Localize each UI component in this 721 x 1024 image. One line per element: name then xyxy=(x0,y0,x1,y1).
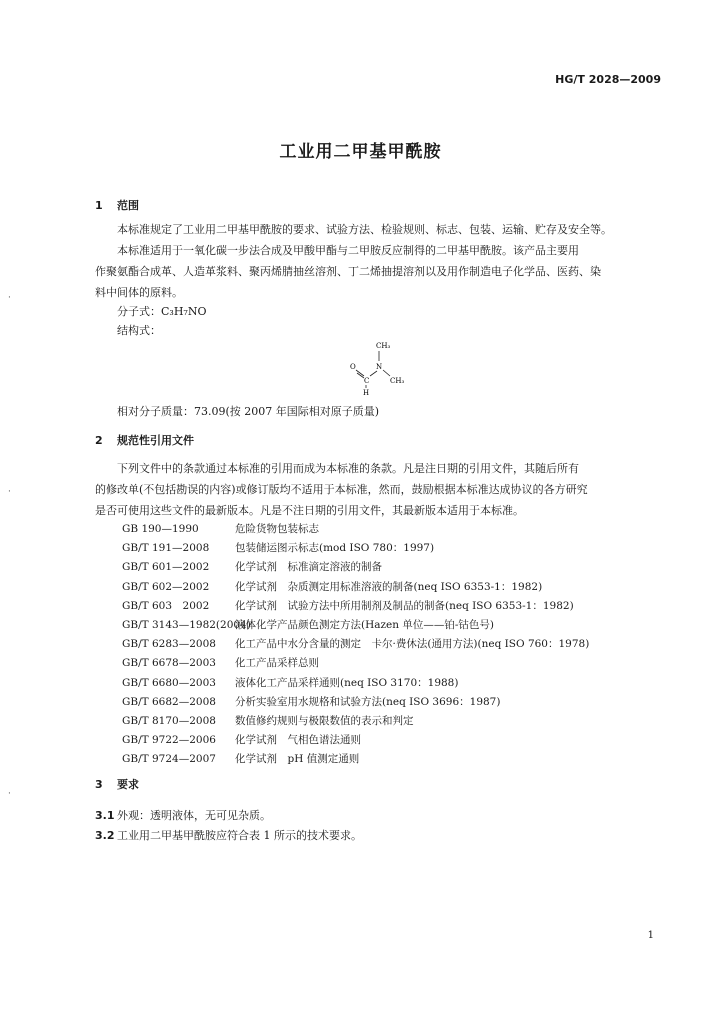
section-title: 范围 xyxy=(117,199,139,212)
reference-title: 包装储运图示标志(mod ISO 780：1997) xyxy=(235,542,435,555)
reference-code: GB/T 6283—2008 xyxy=(122,638,216,651)
scan-margin-mark: · xyxy=(8,487,11,497)
scope-paragraph-2-line: 料中间体的原料。 xyxy=(95,286,183,299)
reference-code: GB/T 9724—2007 xyxy=(122,753,216,766)
structural-formula xyxy=(340,338,420,398)
structure-carbon: C xyxy=(364,377,370,385)
page-number: 1 xyxy=(647,930,654,941)
molecular-formula: 分子式：C₃H₇NO xyxy=(117,305,207,318)
reference-code: GB 190—1990 xyxy=(122,523,199,535)
clause-number: 3.1 xyxy=(95,809,115,822)
references-intro-line: 的修改单(不包括勘误的内容)或修订版均不适用于本标准，然而，鼓励根据本标准达成协议的各方研究 xyxy=(95,483,588,496)
section-2-heading xyxy=(95,432,194,448)
reference-title: 数值修约规则与极限数值的表示和判定 xyxy=(235,715,414,727)
section-3-heading xyxy=(95,776,139,792)
reference-item xyxy=(122,655,319,670)
reference-item xyxy=(122,521,319,536)
standard-code: HG/T 2028—2009 xyxy=(555,73,661,86)
clause-text: 工业用二甲基甲酰胺应符合表 1 所示的技术要求。 xyxy=(117,829,362,842)
reference-item xyxy=(122,694,500,709)
molecular-mass: 相对分子质量：73.09(按 2007 年国际相对原子质量) xyxy=(117,405,380,418)
reference-title: 化学试剂 标准滴定溶液的制备 xyxy=(235,561,382,574)
reference-item xyxy=(122,636,589,651)
reference-title: 液体化工产品采样通则(neq ISO 3170：1988) xyxy=(235,676,459,689)
reference-code: GB/T 3143—1982(2004) xyxy=(122,619,251,631)
reference-code: GB/T 8170—2008 xyxy=(122,715,216,727)
structure-top-group: CH₃ xyxy=(376,342,391,350)
reference-title: 分析实验室用水规格和试验方法(neq ISO 3696：1987) xyxy=(235,695,501,708)
requirement-3-2 xyxy=(95,826,362,845)
reference-code: GB/T 6678—2003 xyxy=(122,657,216,670)
scope-paragraph-2-line: 本标准适用于一氧化碳一步法合成及甲酸甲酯与二甲胺反应制得的二甲基甲酰胺。该产品主要用 xyxy=(117,244,579,257)
reference-item xyxy=(122,617,494,632)
section-number: 2 xyxy=(95,434,103,447)
reference-code: GB/T 603 2002 xyxy=(122,599,210,612)
scan-margin-mark: · xyxy=(8,293,11,303)
reference-item xyxy=(122,559,382,574)
section-number: 1 xyxy=(95,199,103,212)
reference-title: 化学试剂 杂质测定用标准溶液的制备(neq ISO 6353-1：1982) xyxy=(235,580,543,593)
reference-code: GB/T 6680—2003 xyxy=(122,676,216,689)
section-number: 3 xyxy=(95,778,103,791)
reference-title: 化学试剂 气相色谱法通则 xyxy=(235,734,361,747)
requirement-3-1 xyxy=(95,806,271,825)
reference-title: 化工产品中水分含量的测定 卡尔·费休法(通用方法)(neq ISO 760：1978) xyxy=(235,638,590,651)
scan-margin-mark: · xyxy=(8,789,11,799)
reference-code: GB/T 9722—2006 xyxy=(122,734,216,747)
structure-hydrogen: H xyxy=(363,389,370,397)
reference-code: GB/T 6682—2008 xyxy=(122,695,216,708)
section-title: 规范性引用文件 xyxy=(117,434,194,447)
references-intro-line: 下列文件中的条款通过本标准的引用而成为本标准的条款。凡是注日期的引用文件，其随后所有 xyxy=(117,462,579,475)
structure-right-group: CH₃ xyxy=(390,377,405,385)
reference-item xyxy=(122,540,434,555)
reference-title: 化学试剂 pH 值测定通则 xyxy=(235,753,360,766)
reference-title: 液体化学产品颜色测定方法(Hazen 单位——铂-钴色号) xyxy=(235,619,495,631)
scope-paragraph-2-line: 作聚氨酯合成革、人造革浆料、聚丙烯腈抽丝溶剂、丁二烯抽提溶剂以及用作制造电子化学品、医药、染 xyxy=(95,265,601,278)
scope-paragraph-1: 本标准规定了工业用二甲基甲酰胺的要求、试验方法、检验规则、标志、包装、运输、贮存及安全等。 xyxy=(117,223,612,236)
reference-item xyxy=(122,713,414,728)
reference-title: 危险货物包装标志 xyxy=(235,523,319,535)
reference-code: GB/T 191—2008 xyxy=(122,542,210,555)
clause-number: 3.2 xyxy=(95,829,115,842)
reference-item xyxy=(122,675,458,690)
reference-item xyxy=(122,751,359,766)
structure-nitrogen: N xyxy=(376,363,383,371)
reference-title: 化学试剂 试验方法中所用制剂及制品的制备(neq ISO 6353-1：1982) xyxy=(235,599,574,612)
document-title: 工业用二甲基甲酰胺 xyxy=(279,142,442,162)
section-title: 要求 xyxy=(117,778,139,791)
reference-code: GB/T 602—2002 xyxy=(122,580,210,593)
clause-text: 外观：透明液体，无可见杂质。 xyxy=(117,809,271,822)
reference-code: GB/T 601—2002 xyxy=(122,561,210,574)
reference-item xyxy=(122,579,542,594)
section-1-heading xyxy=(95,197,139,213)
structure-oxygen: O xyxy=(350,363,356,371)
reference-item xyxy=(122,598,574,613)
reference-title: 化工产品采样总则 xyxy=(235,657,319,670)
reference-item xyxy=(122,732,361,747)
references-intro-line: 是否可使用这些文件的最新版本。凡是不注日期的引用文件，其最新版本适用于本标准。 xyxy=(95,504,524,517)
structure-label: 结构式： xyxy=(117,324,161,337)
